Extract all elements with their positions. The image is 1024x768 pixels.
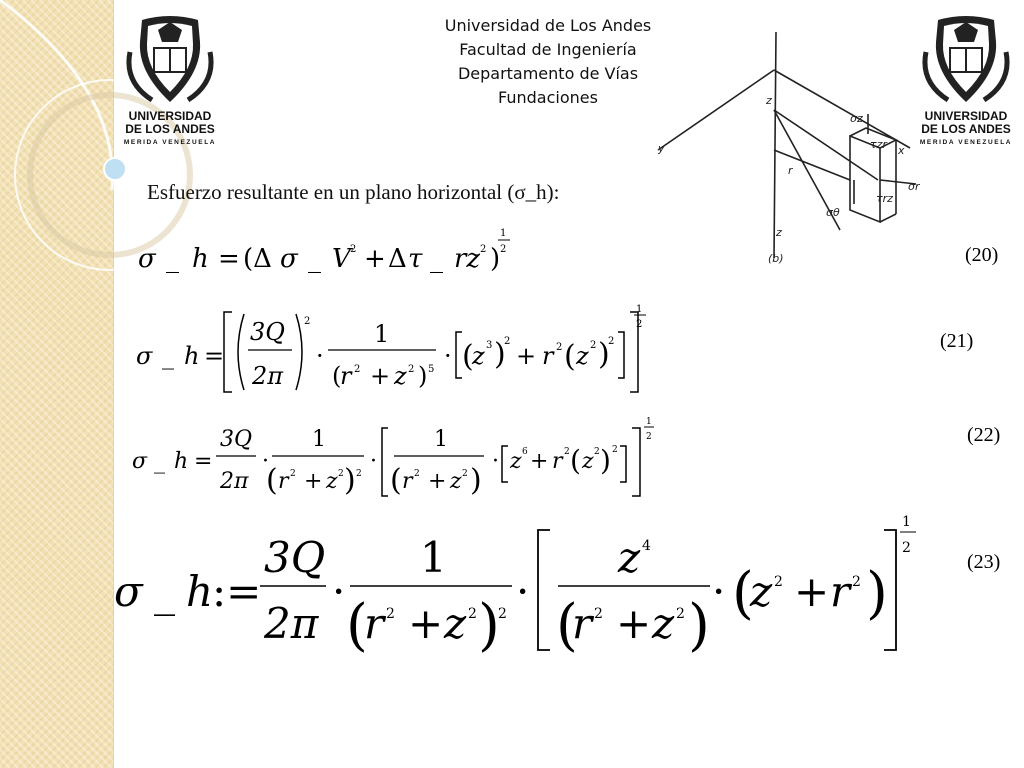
svg-text:·: · <box>370 449 377 474</box>
header-faculty: Facultad de Ingeniería <box>459 40 637 59</box>
svg-text:=: = <box>218 244 240 274</box>
svg-text:σ: σ <box>132 449 148 474</box>
equation-number: (23) <box>967 551 1001 573</box>
equation-number: (20) <box>965 244 999 266</box>
svg-text:·: · <box>712 567 726 616</box>
intro-text: Esfuerzo resultante en un plano horizontal (σ_h): <box>147 180 560 204</box>
svg-text:2: 2 <box>504 336 511 347</box>
svg-text:(: ( <box>266 463 278 498</box>
logo-name: UNIVERSIDAD <box>128 109 212 123</box>
svg-text:2: 2 <box>290 469 296 479</box>
svg-text:+: + <box>364 244 386 274</box>
svg-text:z: z <box>444 599 467 648</box>
svg-text:2: 2 <box>480 244 487 255</box>
equation-20 <box>138 222 518 282</box>
svg-text:z: z <box>472 342 485 370</box>
equation-21 <box>136 300 656 400</box>
svg-text:5: 5 <box>428 364 435 375</box>
svg-text:): ) <box>490 244 501 274</box>
svg-text:h: h <box>186 567 214 616</box>
svg-text:r: r <box>402 469 413 494</box>
svg-text:·: · <box>444 342 452 370</box>
svg-text:2: 2 <box>408 364 415 375</box>
svg-text:+: + <box>408 599 444 648</box>
diagram-label: τzr <box>870 138 887 151</box>
svg-text:h: h <box>184 342 200 370</box>
svg-text:(: ( <box>564 339 576 374</box>
svg-text:): ) <box>688 593 710 658</box>
svg-text:3Q: 3Q <box>264 533 326 582</box>
logo-name-2: DE LOS ANDES <box>125 122 215 136</box>
svg-text:=: = <box>194 449 213 474</box>
svg-text:): ) <box>866 561 888 626</box>
svg-text:2: 2 <box>556 342 563 353</box>
svg-text:r: r <box>572 599 593 648</box>
svg-text:2: 2 <box>612 445 618 455</box>
svg-text:r: r <box>552 449 563 474</box>
svg-text:4: 4 <box>642 538 651 554</box>
svg-text:1: 1 <box>646 417 652 427</box>
logo-name-2: DE LOS ANDES <box>921 122 1011 136</box>
svg-text:2π: 2π <box>220 469 249 494</box>
stress-element-diagram <box>640 30 940 270</box>
svg-text:2: 2 <box>304 316 311 327</box>
svg-text:z: z <box>652 599 675 648</box>
svg-text:_: _ <box>162 342 174 370</box>
svg-text:+: + <box>304 469 323 494</box>
svg-text:·: · <box>316 342 324 370</box>
svg-text:2: 2 <box>386 606 395 622</box>
svg-text:): ) <box>344 463 356 498</box>
svg-text:h: h <box>174 449 189 474</box>
svg-text:(Δ: (Δ <box>243 244 272 274</box>
svg-text:): ) <box>494 337 506 372</box>
svg-text:(: ( <box>732 561 754 626</box>
svg-text:2: 2 <box>774 574 783 590</box>
svg-text:(: ( <box>570 444 581 477</box>
svg-text:r: r <box>542 342 554 370</box>
svg-text:): ) <box>418 362 428 390</box>
svg-text:2: 2 <box>500 244 507 255</box>
svg-text::=: := <box>212 567 262 616</box>
svg-text:rz: rz <box>454 244 481 274</box>
svg-text:2: 2 <box>414 469 420 479</box>
svg-text:1: 1 <box>374 320 390 348</box>
svg-text:6: 6 <box>522 447 528 457</box>
svg-text:2: 2 <box>356 469 362 479</box>
svg-text:z: z <box>326 469 338 494</box>
svg-text:3Q: 3Q <box>250 318 285 346</box>
svg-text:σ: σ <box>280 244 298 274</box>
svg-text:(: ( <box>346 593 368 658</box>
svg-text:2: 2 <box>594 447 600 457</box>
svg-text:+: + <box>370 362 391 390</box>
svg-text:2: 2 <box>608 336 615 347</box>
svg-text:_: _ <box>308 244 321 274</box>
equation-number: (22) <box>967 424 1001 446</box>
svg-text:·: · <box>492 449 499 474</box>
svg-text:1: 1 <box>312 427 326 452</box>
svg-text:σ: σ <box>136 342 153 370</box>
svg-text:1: 1 <box>420 533 447 582</box>
svg-text:=: = <box>204 342 225 370</box>
svg-text:·: · <box>262 449 269 474</box>
svg-text:1: 1 <box>636 304 643 315</box>
svg-text:·: · <box>332 567 346 616</box>
svg-text:(: ( <box>556 593 578 658</box>
svg-text:(: ( <box>462 339 474 374</box>
svg-text:1: 1 <box>500 228 507 239</box>
svg-text:r: r <box>278 469 289 494</box>
logo-name: UNIVERSIDAD <box>924 109 1008 123</box>
svg-text:r: r <box>830 567 851 616</box>
svg-text:1: 1 <box>434 427 448 452</box>
bullet-dot <box>104 158 126 180</box>
svg-text:2: 2 <box>636 319 643 330</box>
header-department: Departamento de Vías <box>457 64 639 83</box>
header-university: Universidad de Los Andes <box>444 16 652 35</box>
logo-subtitle: MERIDA VENEZUELA <box>123 139 217 146</box>
svg-text:2: 2 <box>902 540 911 556</box>
svg-text:_: _ <box>430 244 443 274</box>
svg-text:+: + <box>530 449 549 474</box>
svg-text:1: 1 <box>902 514 911 530</box>
svg-text:·: · <box>516 567 530 616</box>
svg-text:z: z <box>394 362 407 390</box>
svg-text:Δ: Δ <box>388 244 407 274</box>
equation-22 <box>132 412 662 504</box>
svg-text:z: z <box>450 469 462 494</box>
svg-text:+: + <box>794 567 830 616</box>
svg-text:+: + <box>428 469 447 494</box>
diagram-label: (b) <box>768 252 784 265</box>
svg-text:σ: σ <box>138 244 156 274</box>
university-logo-left <box>122 12 218 152</box>
svg-text:z: z <box>750 567 773 616</box>
diagram-label: x <box>898 144 905 157</box>
svg-text:σ: σ <box>114 567 143 616</box>
svg-text:+: + <box>516 342 537 370</box>
shield-crest-icon <box>122 12 218 108</box>
svg-text:2: 2 <box>852 574 861 590</box>
header-course: Fundaciones <box>498 88 598 107</box>
diagram-label: σz <box>850 112 863 125</box>
svg-text:2: 2 <box>350 244 357 255</box>
svg-text:2: 2 <box>646 432 652 442</box>
svg-text:τ: τ <box>408 244 423 274</box>
equation-number: (21) <box>940 330 974 352</box>
diagram-label: σθ <box>826 206 840 219</box>
svg-text:V: V <box>332 244 351 274</box>
diagram-label: τrz <box>876 192 893 205</box>
svg-text:2: 2 <box>462 469 468 479</box>
svg-text:_: _ <box>154 449 165 474</box>
svg-text:2π: 2π <box>252 362 284 390</box>
svg-text:r: r <box>340 362 352 390</box>
svg-text:z: z <box>576 342 589 370</box>
svg-text:2: 2 <box>338 469 344 479</box>
diagram-label: r <box>788 164 793 177</box>
diagram-label: z <box>766 94 772 107</box>
svg-text:2: 2 <box>594 606 603 622</box>
svg-text:3: 3 <box>486 340 493 351</box>
svg-text:2: 2 <box>590 340 597 351</box>
svg-text:z: z <box>618 533 641 582</box>
svg-text:2: 2 <box>564 447 570 457</box>
equation-23 <box>114 510 924 670</box>
diagram-label: z <box>776 226 782 239</box>
svg-text:): ) <box>600 444 611 477</box>
svg-text:_: _ <box>166 244 179 274</box>
svg-text:): ) <box>478 593 500 658</box>
svg-text:): ) <box>470 463 482 498</box>
svg-text:_: _ <box>154 567 175 616</box>
svg-text:2: 2 <box>498 606 507 622</box>
svg-text:2: 2 <box>468 606 477 622</box>
logo-subtitle: MERIDA VENEZUELA <box>919 139 1013 146</box>
diagram-label: y <box>658 142 665 155</box>
diagram-label: σr <box>908 180 920 193</box>
svg-text:z: z <box>582 449 594 474</box>
svg-text:+: + <box>616 599 652 648</box>
svg-text:z: z <box>510 449 522 474</box>
svg-text:2: 2 <box>354 364 361 375</box>
svg-text:): ) <box>598 337 610 372</box>
svg-text:2π: 2π <box>264 599 319 648</box>
svg-text:2: 2 <box>676 606 685 622</box>
svg-text:h: h <box>192 244 209 274</box>
svg-text:3Q: 3Q <box>220 427 253 452</box>
svg-text:r: r <box>364 599 385 648</box>
svg-text:(: ( <box>390 463 402 498</box>
svg-text:(: ( <box>332 362 342 390</box>
